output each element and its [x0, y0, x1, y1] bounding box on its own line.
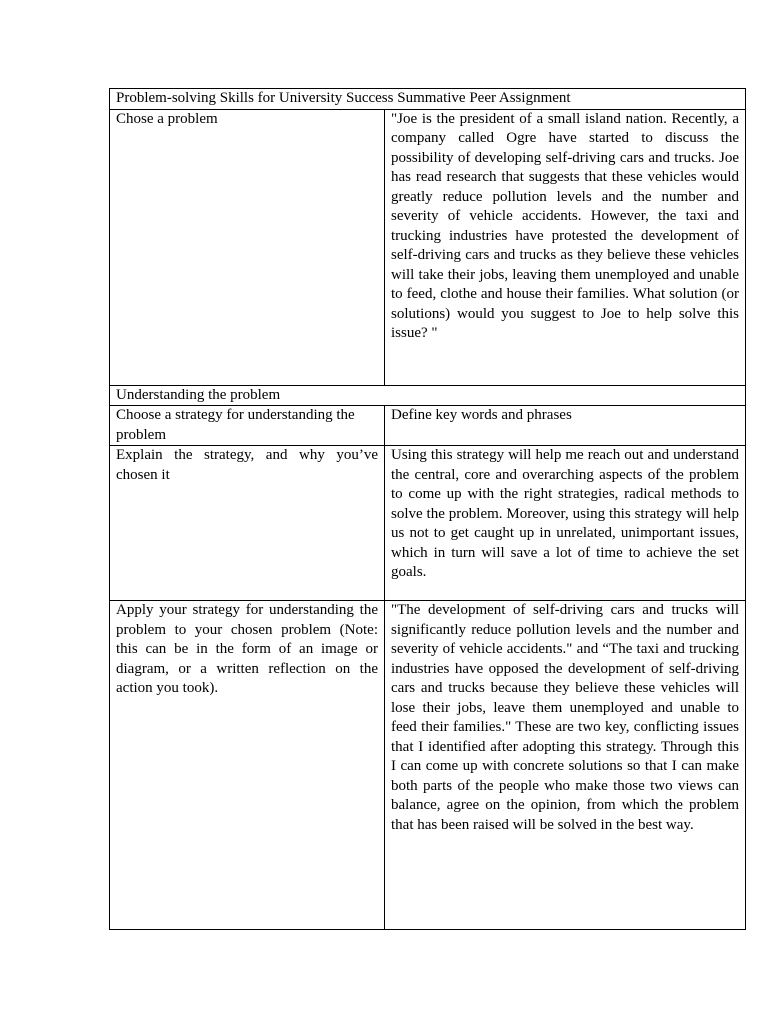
problem-content: "Joe is the president of a small island nation. Recently, a company called Ogre have started to discuss the possibility of developing self-driving cars and trucks. Joe has read research that suggests that these vehicles would greatly reduce pollution levels and the number and severity of vehicle accidents. However, the taxi and trucking industries have protested the development of self-driving cars and trucks as they believe these vehicles will take their jobs, leaving them unemployed and unable to feed, clothe and house their families. What solution (or solutions) would you suggest to Joe to help solve this issue? "	[385, 109, 746, 385]
strategy-label: Choose a strategy for understanding the problem	[110, 406, 385, 446]
explain-content: Using this strategy will help me reach out and understand the central, core and overarching aspects of the problem to come up with the right strategies, radical methods to solve the problem. Moreover, using this strategy will help us not to get caught up in unrelated, unimportant issues, which in turn will save a lot of time to achieve the set goals.	[385, 446, 746, 601]
table-title-row	[110, 89, 746, 110]
section-heading: Understanding the problem	[110, 385, 746, 406]
table-row-apply	[110, 601, 746, 930]
explain-label: Explain the strategy, and why you’ve chosen it	[110, 446, 385, 601]
table-row-section	[110, 385, 746, 406]
table-row-problem	[110, 109, 746, 385]
apply-content: "The development of self-driving cars and trucks will significantly reduce pollution levels and the number and severity of vehicle accidents." and “The taxi and trucking industries have opposed the development of self-driving cars and trucks because they believe these vehicles will lose their jobs, leave them unemployed and unable to feed their families." These are two key, conflicting issues that I identified after adopting this strategy. Through this I can come up with concrete solutions so that I can make both parts of the people who make those two views can balance, agree on the opinion, from which the problem that has been raised will be solved in the best way.	[385, 601, 746, 930]
table-row-strategy	[110, 406, 746, 446]
table-title: Problem-solving Skills for University Success Summative Peer Assignment	[110, 89, 746, 110]
problem-label: Chose a problem	[110, 109, 385, 385]
apply-label: Apply your strategy for understanding the problem to your chosen problem (Note: this can be in the form of an image or diagram, or a written reflection on the action you took).	[110, 601, 385, 930]
assignment-table	[109, 88, 746, 930]
strategy-content: Define key words and phrases	[385, 406, 746, 446]
table-row-explain	[110, 446, 746, 601]
